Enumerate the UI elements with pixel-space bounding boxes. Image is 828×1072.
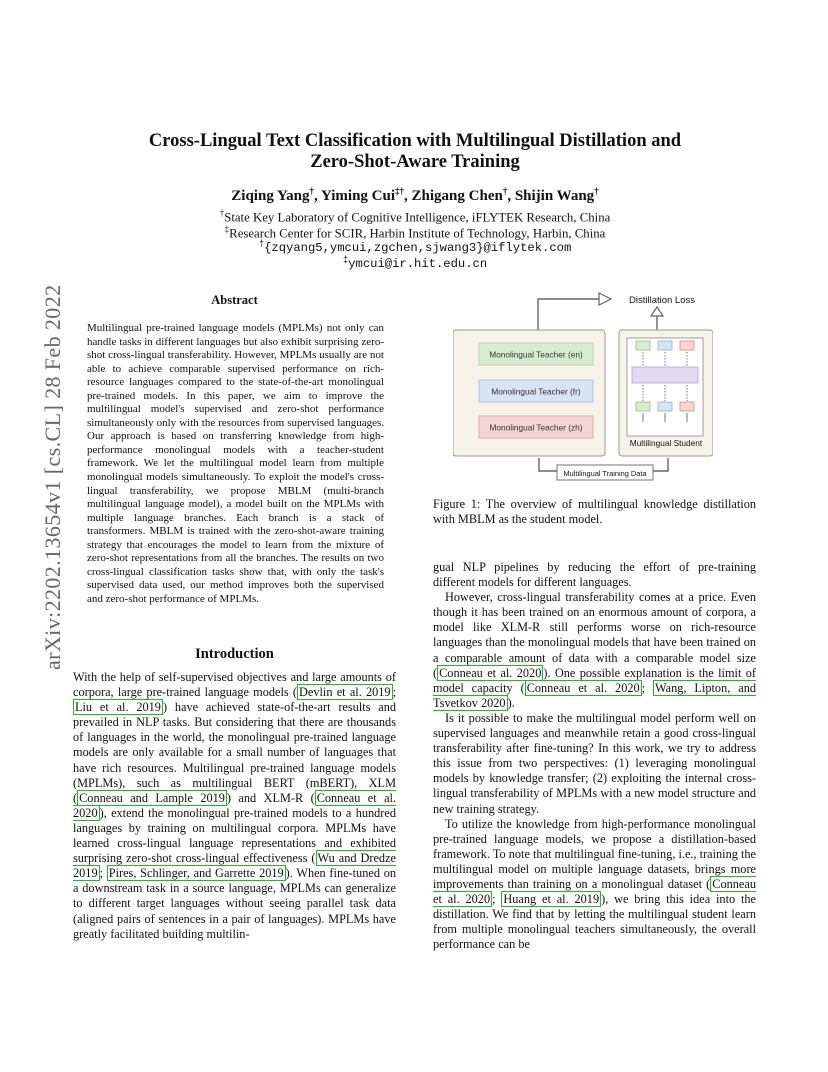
- text-run: ;: [99, 866, 107, 881]
- author-mark: †: [309, 186, 315, 196]
- author-mark: †: [594, 186, 599, 196]
- arxiv-stamp: [18, 284, 65, 670]
- abstract-text: Multilingual pre-trained language models (MPLMs) not only can handle tasks in different languages but also exhibit surprising zero-shot cross-lingual transferability. However, MPLMs usually are not able to achieve comparable supervised performance on rich-resource languages compared to the state-of-the-art monolingual pre-trained models. In this paper, we aim to improve the multilingual model's supervised and zero-shot performance simultaneously only with the resources from supervised languages. Our approach is based on transferring knowledge from high-performance monolingual models with a teacher-student framework. We let the multilingual model learn from multiple monolingual models simultaneously. To exploit the model's cross-lingual transferability, we propose MBLM (multi-branch multilingual language model), a model built on the MPLMs with multiple language branches. Each branch is a stack of transformers. MBLM is trained with the zero-shot-aware training strategy that encourages the model to learn from the mixture of zero-shot representations from all the branches. The results on two cross-lingual classification tasks show that, with only the task's supervised data used, our method improves both the supervised and zero-shot performance of MPLMs.: [87, 322, 384, 605]
- title-line-1: Cross-Lingual Text Classification with Multilingual Distillation and: [148, 131, 682, 151]
- training-data-label: Multilingual Training Data: [563, 469, 647, 478]
- text-run: ), we bring this idea into the distillation. We find that by letting the multilingual student learn from multiple monolingual teachers simultaneously, the overall performance can be: [433, 892, 756, 952]
- affiliation-mark: †: [219, 208, 225, 218]
- paragraph: [433, 560, 756, 590]
- student-in-fr: [658, 402, 672, 411]
- affiliation-line: [70, 239, 760, 255]
- paper-title: [70, 131, 760, 173]
- text-run: ) have achieved state-of-the-art results and prevailed in NLP tasks. But considering that there are thousands of languages in the world, the monolingual pre-trained language models are only available for a small number of languages that have rich resources. Multilingual pre-trained language models (MPLMs), such as multilingual BERT (mBERT), XLM (: [73, 700, 396, 805]
- introduction-heading: Introduction: [195, 646, 274, 662]
- paragraph: [433, 711, 756, 817]
- student-out-zh: [680, 341, 694, 350]
- distillation-diagram: [453, 288, 713, 490]
- abstract-heading: Abstract: [211, 293, 258, 307]
- text-run: ) and XLM-R (: [226, 790, 315, 805]
- citation-link[interactable]: Conneau et al. 2020: [73, 790, 397, 820]
- author-name: Shijin Wang: [514, 188, 595, 204]
- teacher-fr-label: Monolingual Teacher (fr): [491, 386, 581, 397]
- affiliation-line: [70, 255, 760, 271]
- citation-link[interactable]: Wang, Lipton, and Tsvetkov 2020: [433, 680, 756, 710]
- student-in-zh: [680, 402, 694, 411]
- author-name: Yiming Cui: [320, 188, 396, 204]
- affiliation-text: Research Center for SCIR, Harbin Institute of Technology, Harbin, China: [229, 226, 606, 241]
- text-run: ), extend the monolingual pre-trained models to a hundred languages by training on multilingual corpora. MPLMs have learned cross-lingual language representations and exhibited surprising zero-shot cross-lingual effectiveness (: [73, 805, 396, 866]
- student-shared-layer: [632, 367, 698, 383]
- affiliation-text: State Key Laboratory of Cognitive Intelligence, iFLYTEK Research, China: [224, 210, 611, 225]
- affiliation-line: [70, 208, 760, 225]
- affiliation-text: {zqyang5,ymcui,zgchen,sjwang3}@iflytek.com: [264, 241, 572, 256]
- teacher-zh-label: Monolingual Teacher (zh): [489, 422, 583, 433]
- text-run: ).: [507, 695, 515, 710]
- student-out-fr: [658, 341, 672, 350]
- text-run: ;: [492, 892, 502, 907]
- author-name: Ziqing Yang: [231, 188, 310, 204]
- data-arrow-left: [539, 458, 557, 471]
- citation-link[interactable]: Conneau et al. 2020: [526, 680, 640, 695]
- text-run: To utilize the knowledge from high-performance monolingual pre-trained language models, we propose a distillation-based framework. To note that multilingual fine-tuning, i.e., training the multilingual model on multiple language datasets, brings more improvements than training on a monolingual dataset (: [433, 816, 756, 891]
- author-mark: ‡†: [395, 186, 405, 196]
- paragraph: [73, 670, 396, 942]
- citation-link[interactable]: Wu and Dredze 2019: [73, 851, 397, 881]
- affiliation-mark: ‡: [342, 255, 349, 265]
- figure-caption: Figure 1: The overview of multilingual knowledge distillation with MBLM as the student model.: [433, 497, 756, 526]
- text-run: ). One possible explanation is the limit of model capacity (: [433, 665, 756, 695]
- student-label: Multilingual Student: [629, 438, 703, 448]
- loss-arrow-head: [599, 293, 611, 305]
- text-run: With the help of self-supervised objectives and large amounts of corpora, large pre-trained language models (: [73, 670, 396, 700]
- distillation-loss-label: Distillation Loss: [629, 295, 695, 306]
- text-run: ;: [641, 680, 654, 695]
- right-column-text: [433, 560, 756, 952]
- citation-link[interactable]: Devlin et al. 2019: [299, 685, 391, 700]
- citation-link[interactable]: Conneau et al. 2020: [433, 876, 756, 907]
- data-arrow-right: [653, 458, 668, 471]
- figure-1: [453, 288, 713, 490]
- text-run: However, cross-lingual transferability comes at a price. Even though it has been trained on an enormous amount of corpora, a model like XLM-R still performs worse on rich-resource languages than the monolingual models that have been trained on a comparable amount of data with a comparable model size (: [433, 590, 756, 680]
- text-run: Is it possible to make the multilingual model perform well on supervised languages and meanwhile retain a good cross-lingual transferability after fine-tuning? In this work, we try to address this issue from two perspectives: (1) leveraging monolingual models by knowledge transfer; (2) exploiting the internal cross-lingual transferability of MPLMs with a new model structure and new training strategy.: [433, 710, 756, 816]
- affiliation-mark: ‡: [224, 224, 230, 234]
- author-name: Zhigang Chen: [411, 188, 503, 204]
- arxiv-id: arXiv:2202.13654v1 [cs.CL] 28 Feb 2022: [40, 284, 65, 670]
- paragraph: [433, 590, 756, 711]
- affiliation-text: ymcui@ir.hit.edu.cn: [348, 257, 488, 272]
- citation-link[interactable]: Huang et al. 2019: [503, 892, 600, 907]
- citation-link[interactable]: Pires, Schlinger, and Garrette 2019: [108, 866, 284, 881]
- teacher-en-label: Monolingual Teacher (en): [489, 349, 583, 360]
- citation-link[interactable]: Liu et al. 2019: [75, 700, 161, 715]
- citation-link[interactable]: Conneau and Lample 2019: [79, 790, 225, 805]
- text-run: gual NLP pipelines by reducing the effort of pre-training different models for different languages.: [433, 560, 756, 590]
- student-in-en: [636, 402, 650, 411]
- title-line-2: Zero-Shot-Aware Training: [310, 152, 520, 172]
- affiliation-mark: †: [258, 239, 265, 249]
- citation-link[interactable]: Conneau et al. 2020: [439, 665, 542, 680]
- text-run: ). When fine-tuned on a downstream task in a source language, MPLMs can generalize to different target languages without seeing parallel task data (aligned pairs of sentences in a pair of languages). MPLMs have greatly facilitated building multilin-: [73, 866, 396, 941]
- author-list: Ziqing Yang†, Yiming Cui‡†, Zhigang Chen†, Shijin Wang†: [231, 186, 599, 204]
- paragraph: [433, 817, 756, 953]
- introduction-text: [73, 670, 396, 942]
- author-mark: †: [502, 186, 508, 196]
- loss-arrow: [538, 299, 599, 330]
- text-run: ;: [392, 685, 397, 700]
- student-out-en: [636, 341, 650, 350]
